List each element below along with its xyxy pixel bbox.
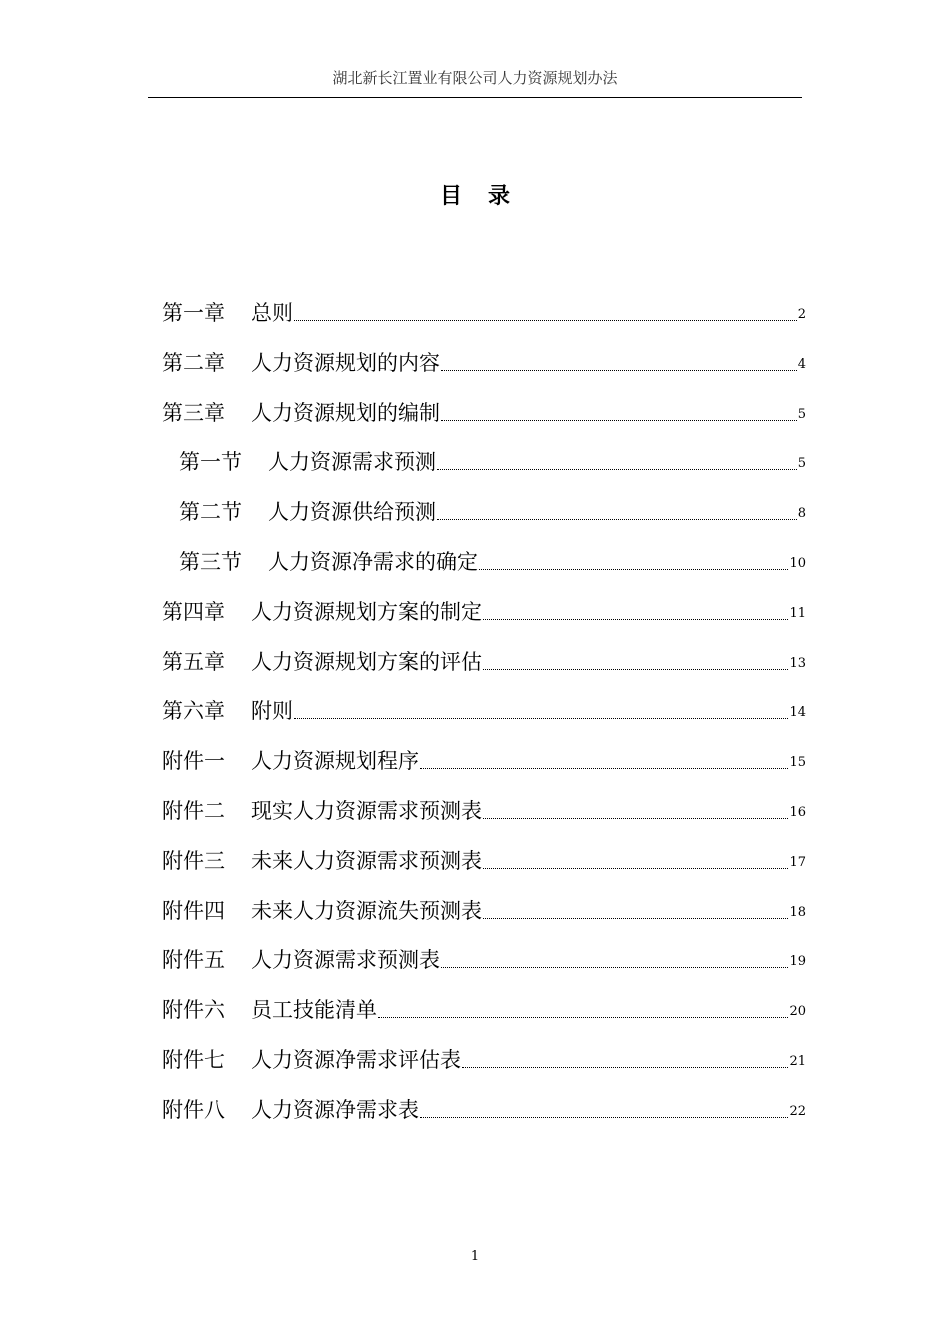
toc-dot-leader: [294, 718, 788, 719]
toc-dot-leader: [479, 569, 788, 570]
toc-entry-heading: 附则: [251, 699, 293, 724]
toc-entry-label: 第二节: [179, 500, 242, 525]
toc-entry-heading: 人力资源规划的内容: [251, 350, 440, 375]
page-header: 湖北新长江置业有限公司人力资源规划办法: [332, 69, 618, 87]
toc-dot-leader: [483, 868, 788, 869]
toc-entry-label: 附件八: [162, 1097, 225, 1122]
toc-dot-leader: [483, 619, 788, 620]
toc-dot-leader: [420, 768, 788, 769]
toc-entry-page-number: 18: [789, 904, 806, 920]
toc-entry-page-number: 19: [789, 954, 806, 970]
toc-entry-heading: 人力资源需求预测表: [251, 948, 440, 973]
toc-entry[interactable]: [162, 844, 806, 876]
toc-entry-heading: 未来人力资源流失预测表: [251, 898, 482, 923]
toc-entry-heading: 人力资源净需求评估表: [251, 1048, 461, 1072]
toc-entry-page-number: 4: [797, 356, 806, 372]
toc-entry-heading: 人力资源净需求表: [251, 1097, 419, 1122]
toc-entry-page-number: 13: [789, 655, 806, 671]
toc-entry-label: 附件六: [162, 998, 225, 1023]
toc-entry[interactable]: [162, 894, 806, 926]
toc-entry-page-number: 2: [797, 307, 806, 322]
toc-entry-label: 第四章: [162, 599, 225, 624]
toc-entry[interactable]: [162, 346, 806, 378]
toc-entry-label: 附件三: [162, 848, 225, 873]
toc-entry-heading: 人力资源规划的编制: [251, 400, 440, 425]
toc-entry[interactable]: [162, 794, 806, 826]
toc-entry-page-number: 5: [797, 456, 806, 472]
toc-entry-label: 附件二: [162, 799, 225, 823]
toc-entry-label: 第三章: [162, 400, 225, 425]
toc-dot-leader: [420, 1117, 788, 1118]
toc-dot-leader: [483, 918, 788, 919]
toc-entry-label: 第二章: [162, 350, 225, 375]
toc-entry-page-number: 11: [789, 605, 806, 621]
toc-entry[interactable]: [179, 495, 806, 527]
toc-entry-heading: 人力资源规划方案的评估: [251, 649, 482, 674]
toc-entry-heading: 人力资源需求预测: [268, 450, 436, 475]
toc-entry-label: 第一章: [162, 301, 225, 325]
toc-entry-label: 第五章: [162, 649, 225, 674]
toc-entry-label: 附件五: [162, 948, 225, 973]
toc-entry-label: 第六章: [162, 699, 225, 724]
toc-entry[interactable]: [162, 595, 806, 627]
toc-entry-page-number: 10: [789, 556, 806, 571]
toc-dot-leader: [378, 1017, 788, 1018]
toc-dot-leader: [437, 469, 797, 470]
toc-dot-leader: [437, 519, 797, 520]
toc-entry[interactable]: [162, 993, 806, 1025]
toc-title: 目录: [439, 183, 536, 209]
page-number: 1: [470, 1249, 480, 1264]
toc-entry-label: 第一节: [179, 450, 242, 475]
toc-entry-page-number: 15: [789, 755, 806, 771]
toc-entry[interactable]: [162, 396, 806, 428]
toc-dot-leader: [462, 1067, 788, 1068]
toc-entry-page-number: 14: [789, 705, 806, 721]
toc-entry-page-number: 17: [789, 854, 806, 870]
toc-entry-page-number: 16: [789, 805, 806, 820]
toc-dot-leader: [441, 420, 797, 421]
toc-entry-page-number: 22: [789, 1103, 806, 1119]
toc-entry[interactable]: [179, 545, 806, 577]
toc-entry[interactable]: [162, 1043, 806, 1075]
toc-entry[interactable]: [162, 1093, 806, 1125]
toc-entry[interactable]: [179, 445, 806, 477]
toc-entry-page-number: 20: [789, 1004, 806, 1020]
toc-dot-leader: [441, 967, 788, 968]
toc-entry-page-number: 21: [789, 1054, 806, 1069]
toc-entry-heading: 现实人力资源需求预测表: [251, 799, 482, 823]
toc-entry[interactable]: [162, 296, 806, 328]
toc-entry[interactable]: [162, 645, 806, 677]
toc-entry-label: 附件一: [162, 749, 225, 774]
toc-entry-heading: 人力资源供给预测: [268, 500, 436, 525]
toc-entry[interactable]: [162, 943, 806, 975]
toc-entry-label: 附件七: [162, 1048, 225, 1072]
toc-entry-heading: 未来人力资源需求预测表: [251, 848, 482, 873]
toc-entry-heading: 人力资源净需求的确定: [268, 550, 478, 574]
toc-dot-leader: [483, 818, 788, 819]
toc-dot-leader: [441, 370, 797, 371]
toc-entry[interactable]: [162, 694, 806, 726]
toc-entry-page-number: 5: [797, 406, 806, 422]
toc-entry-label: 第三节: [179, 550, 242, 574]
toc-dot-leader: [483, 669, 788, 670]
toc-entry-heading: 人力资源规划方案的制定: [251, 599, 482, 624]
toc-entry-heading: 人力资源规划程序: [251, 749, 419, 774]
toc-entry-heading: 总则: [251, 301, 293, 325]
toc-entry-label: 附件四: [162, 898, 225, 923]
toc-entry-page-number: 8: [797, 506, 806, 522]
toc-entry-heading: 员工技能清单: [251, 998, 377, 1023]
toc-entry[interactable]: [162, 744, 806, 776]
toc-dot-leader: [294, 320, 797, 321]
